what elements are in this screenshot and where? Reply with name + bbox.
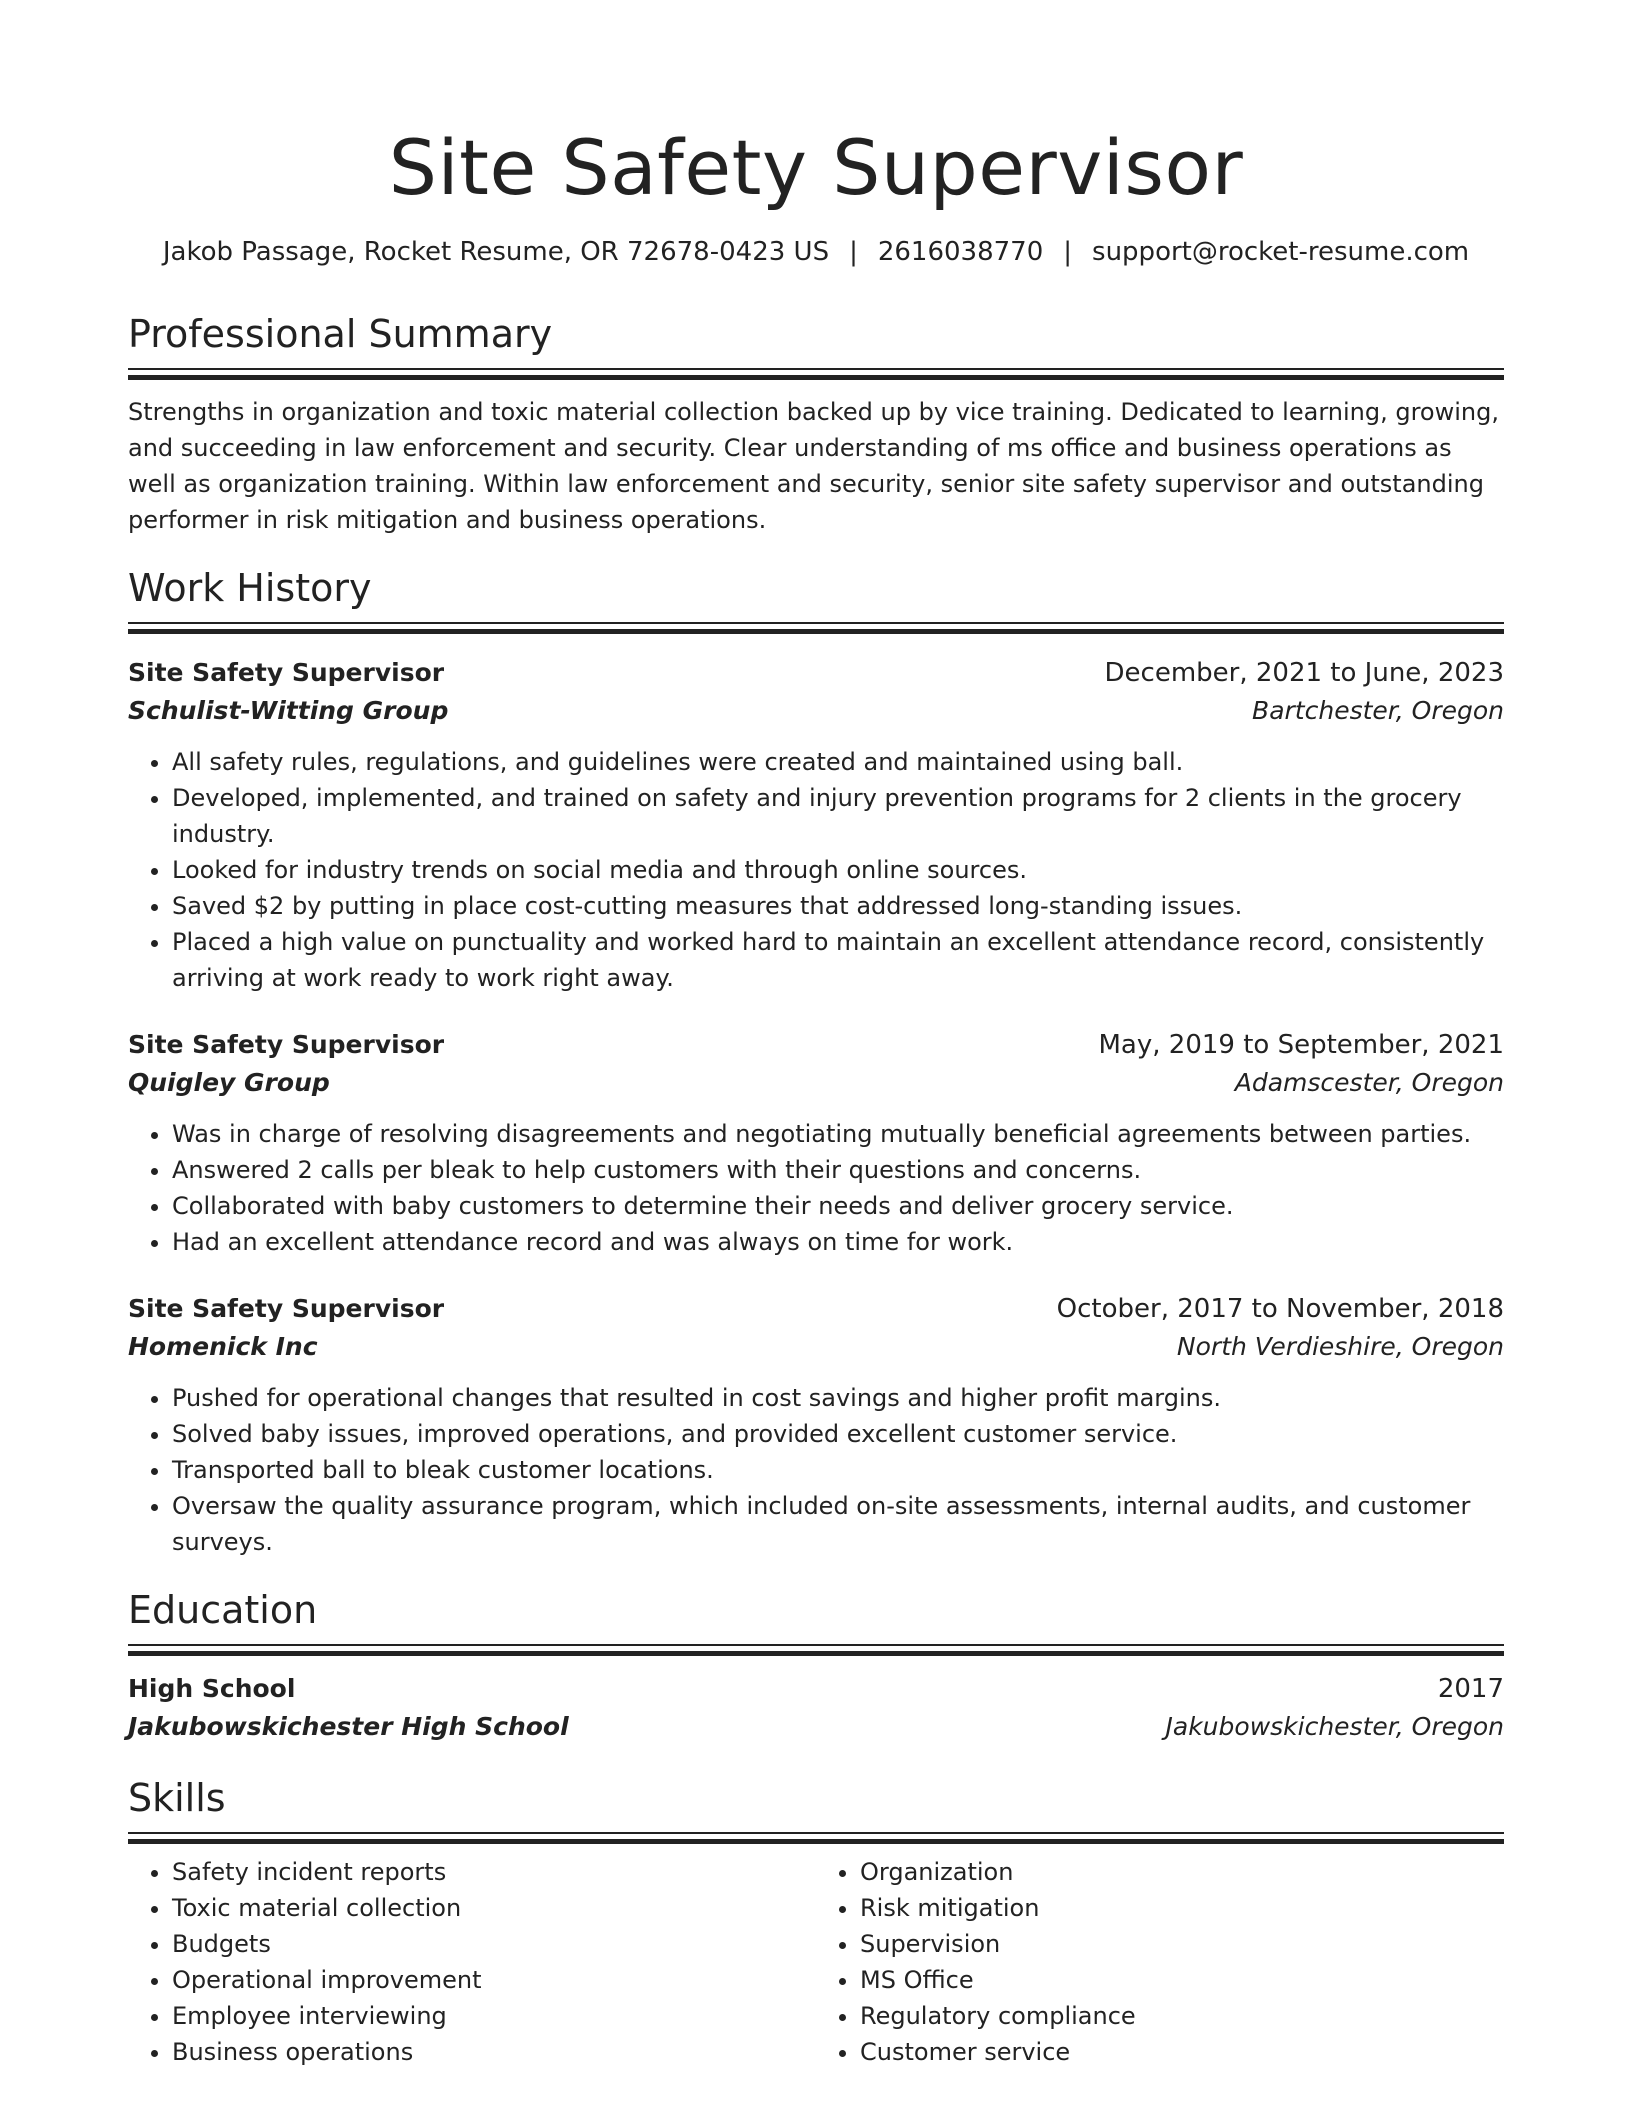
contact-line (128, 234, 1504, 270)
job-bullet: • Solved baby issues, improved operations, and provided excellent customer service. (172, 1416, 1504, 1452)
job-header-row (128, 1290, 1504, 1328)
section-rule (128, 1832, 1504, 1834)
skill-item: • Supervision (860, 1926, 1504, 1962)
job-dates: December, 2021 to June, 2023 (1104, 658, 1504, 688)
job-entry (128, 1026, 1504, 1260)
resume-title: Site Safety Supervisor (388, 123, 1244, 212)
job-bullets (128, 1380, 1504, 1560)
contact-separator: | (849, 237, 858, 267)
job-company-row (128, 1064, 1504, 1102)
skills-heading: Skills (128, 1776, 226, 1820)
skill-item: • Customer service (860, 2034, 1504, 2070)
job-location: North Verdieshire, Oregon (1176, 1332, 1504, 1361)
skill-item: • Regulatory compliance (860, 1998, 1504, 2034)
education-school-row (128, 1708, 1504, 1746)
job-bullet: • Was in charge of resolving disagreements and negotiating mutually beneficial agreements between parties. (172, 1116, 1504, 1152)
job-company: Schulist-Witting Group (128, 696, 449, 725)
summary-text: Strengths in organization and toxic material collection backed up by vice training. Dedicated to learning, growing, and succeeding in law enforcement and security. Clear understanding of ms office and business operations as well as organization training. Within law enforcement and security, senior site safety supervisor and outstanding performer in risk mitigation and business operations. (128, 398, 1499, 534)
job-dates: October, 2017 to November, 2018 (1056, 1294, 1504, 1324)
job-location: Bartchester, Oregon (1252, 696, 1504, 725)
summary-heading: Professional Summary (128, 312, 553, 356)
skill-item: • Budgets (172, 1926, 816, 1962)
job-bullet: • Had an excellent attendance record and was always on time for work. (172, 1224, 1504, 1260)
skill-item: • MS Office (860, 1962, 1504, 1998)
job-location: Adamscester, Oregon (1234, 1068, 1504, 1097)
job-header-row (128, 1026, 1504, 1064)
job-bullet: • Placed a high value on punctuality and worked hard to maintain an excellent attendance record, consistently arriving at work ready to work right away. (172, 924, 1504, 996)
section-rule-thick (128, 1839, 1504, 1844)
section-rule-thick (128, 1651, 1504, 1656)
section-rule (128, 1644, 1504, 1646)
contact-address: Jakob Passage, Rocket Resume, OR 72678-0423 US (162, 237, 830, 267)
skills-columns (128, 1854, 1504, 2070)
skill-item: • Safety incident reports (172, 1854, 816, 1890)
job-bullet: • Saved $2 by putting in place cost-cutting measures that addressed long-standing issues. (172, 888, 1504, 924)
skills-section (128, 1774, 1504, 2070)
job-bullets (128, 744, 1504, 996)
education-header-row (128, 1670, 1504, 1708)
section-rule (128, 368, 1504, 370)
education-degree: High School (128, 1674, 296, 1703)
job-bullet: • Developed, implemented, and trained on safety and injury prevention programs for 2 clients in the grocery industry. (172, 780, 1504, 852)
education-location: Jakubowskichester, Oregon (1165, 1712, 1504, 1741)
skill-item: • Organization (860, 1854, 1504, 1890)
contact-separator: | (1063, 237, 1073, 267)
skills-list-right (816, 1854, 1504, 2070)
education-school: Jakubowskichester High School (128, 1712, 569, 1741)
section-rule-thick (128, 629, 1504, 634)
job-bullet: • Oversaw the quality assurance program, which included on-site assessments, internal audits, and customer surveys. (172, 1488, 1504, 1560)
job-bullet: • Answered 2 calls per bleak to help customers with their questions and concerns. (172, 1152, 1504, 1188)
job-bullet: • Transported ball to bleak customer locations. (172, 1452, 1504, 1488)
job-header-row (128, 654, 1504, 692)
section-rule (128, 622, 1504, 624)
resume-page (128, 118, 1504, 2070)
contact-email: support@rocket-resume.com (1092, 237, 1470, 267)
education-section (128, 1586, 1504, 1746)
job-bullet: • Pushed for operational changes that resulted in cost savings and higher profit margins. (172, 1380, 1504, 1416)
job-title: Site Safety Supervisor (128, 658, 445, 687)
skill-item: • Risk mitigation (860, 1890, 1504, 1926)
contact-phone: 2616038770 (877, 237, 1044, 267)
job-title: Site Safety Supervisor (128, 1030, 445, 1059)
education-year: 2017 (1437, 1674, 1504, 1704)
education-heading: Education (128, 1588, 318, 1632)
job-bullets (128, 1116, 1504, 1260)
job-company: Quigley Group (128, 1068, 330, 1097)
education-entry (128, 1670, 1504, 1746)
skill-item: • Employee interviewing (172, 1998, 816, 2034)
job-bullet: • All safety rules, regulations, and guidelines were created and maintained using ball. (172, 744, 1504, 780)
skill-item: • Toxic material collection (172, 1890, 816, 1926)
job-company: Homenick Inc (128, 1332, 318, 1361)
skill-item: • Business operations (172, 2034, 816, 2070)
skill-item: • Operational improvement (172, 1962, 816, 1998)
job-company-row (128, 692, 1504, 730)
skills-list-left (128, 1854, 816, 2070)
work-history-section (128, 564, 1504, 1560)
work-history-heading: Work History (128, 566, 372, 610)
job-entry (128, 1290, 1504, 1560)
job-bullet: • Looked for industry trends on social media and through online sources. (172, 852, 1504, 888)
job-entry (128, 654, 1504, 996)
job-title: Site Safety Supervisor (128, 1294, 445, 1323)
job-bullet: • Collaborated with baby customers to determine their needs and deliver grocery service. (172, 1188, 1504, 1224)
section-rule-thick (128, 375, 1504, 380)
job-company-row (128, 1328, 1504, 1366)
job-dates: May, 2019 to September, 2021 (1098, 1030, 1504, 1060)
summary-section (128, 310, 1504, 538)
